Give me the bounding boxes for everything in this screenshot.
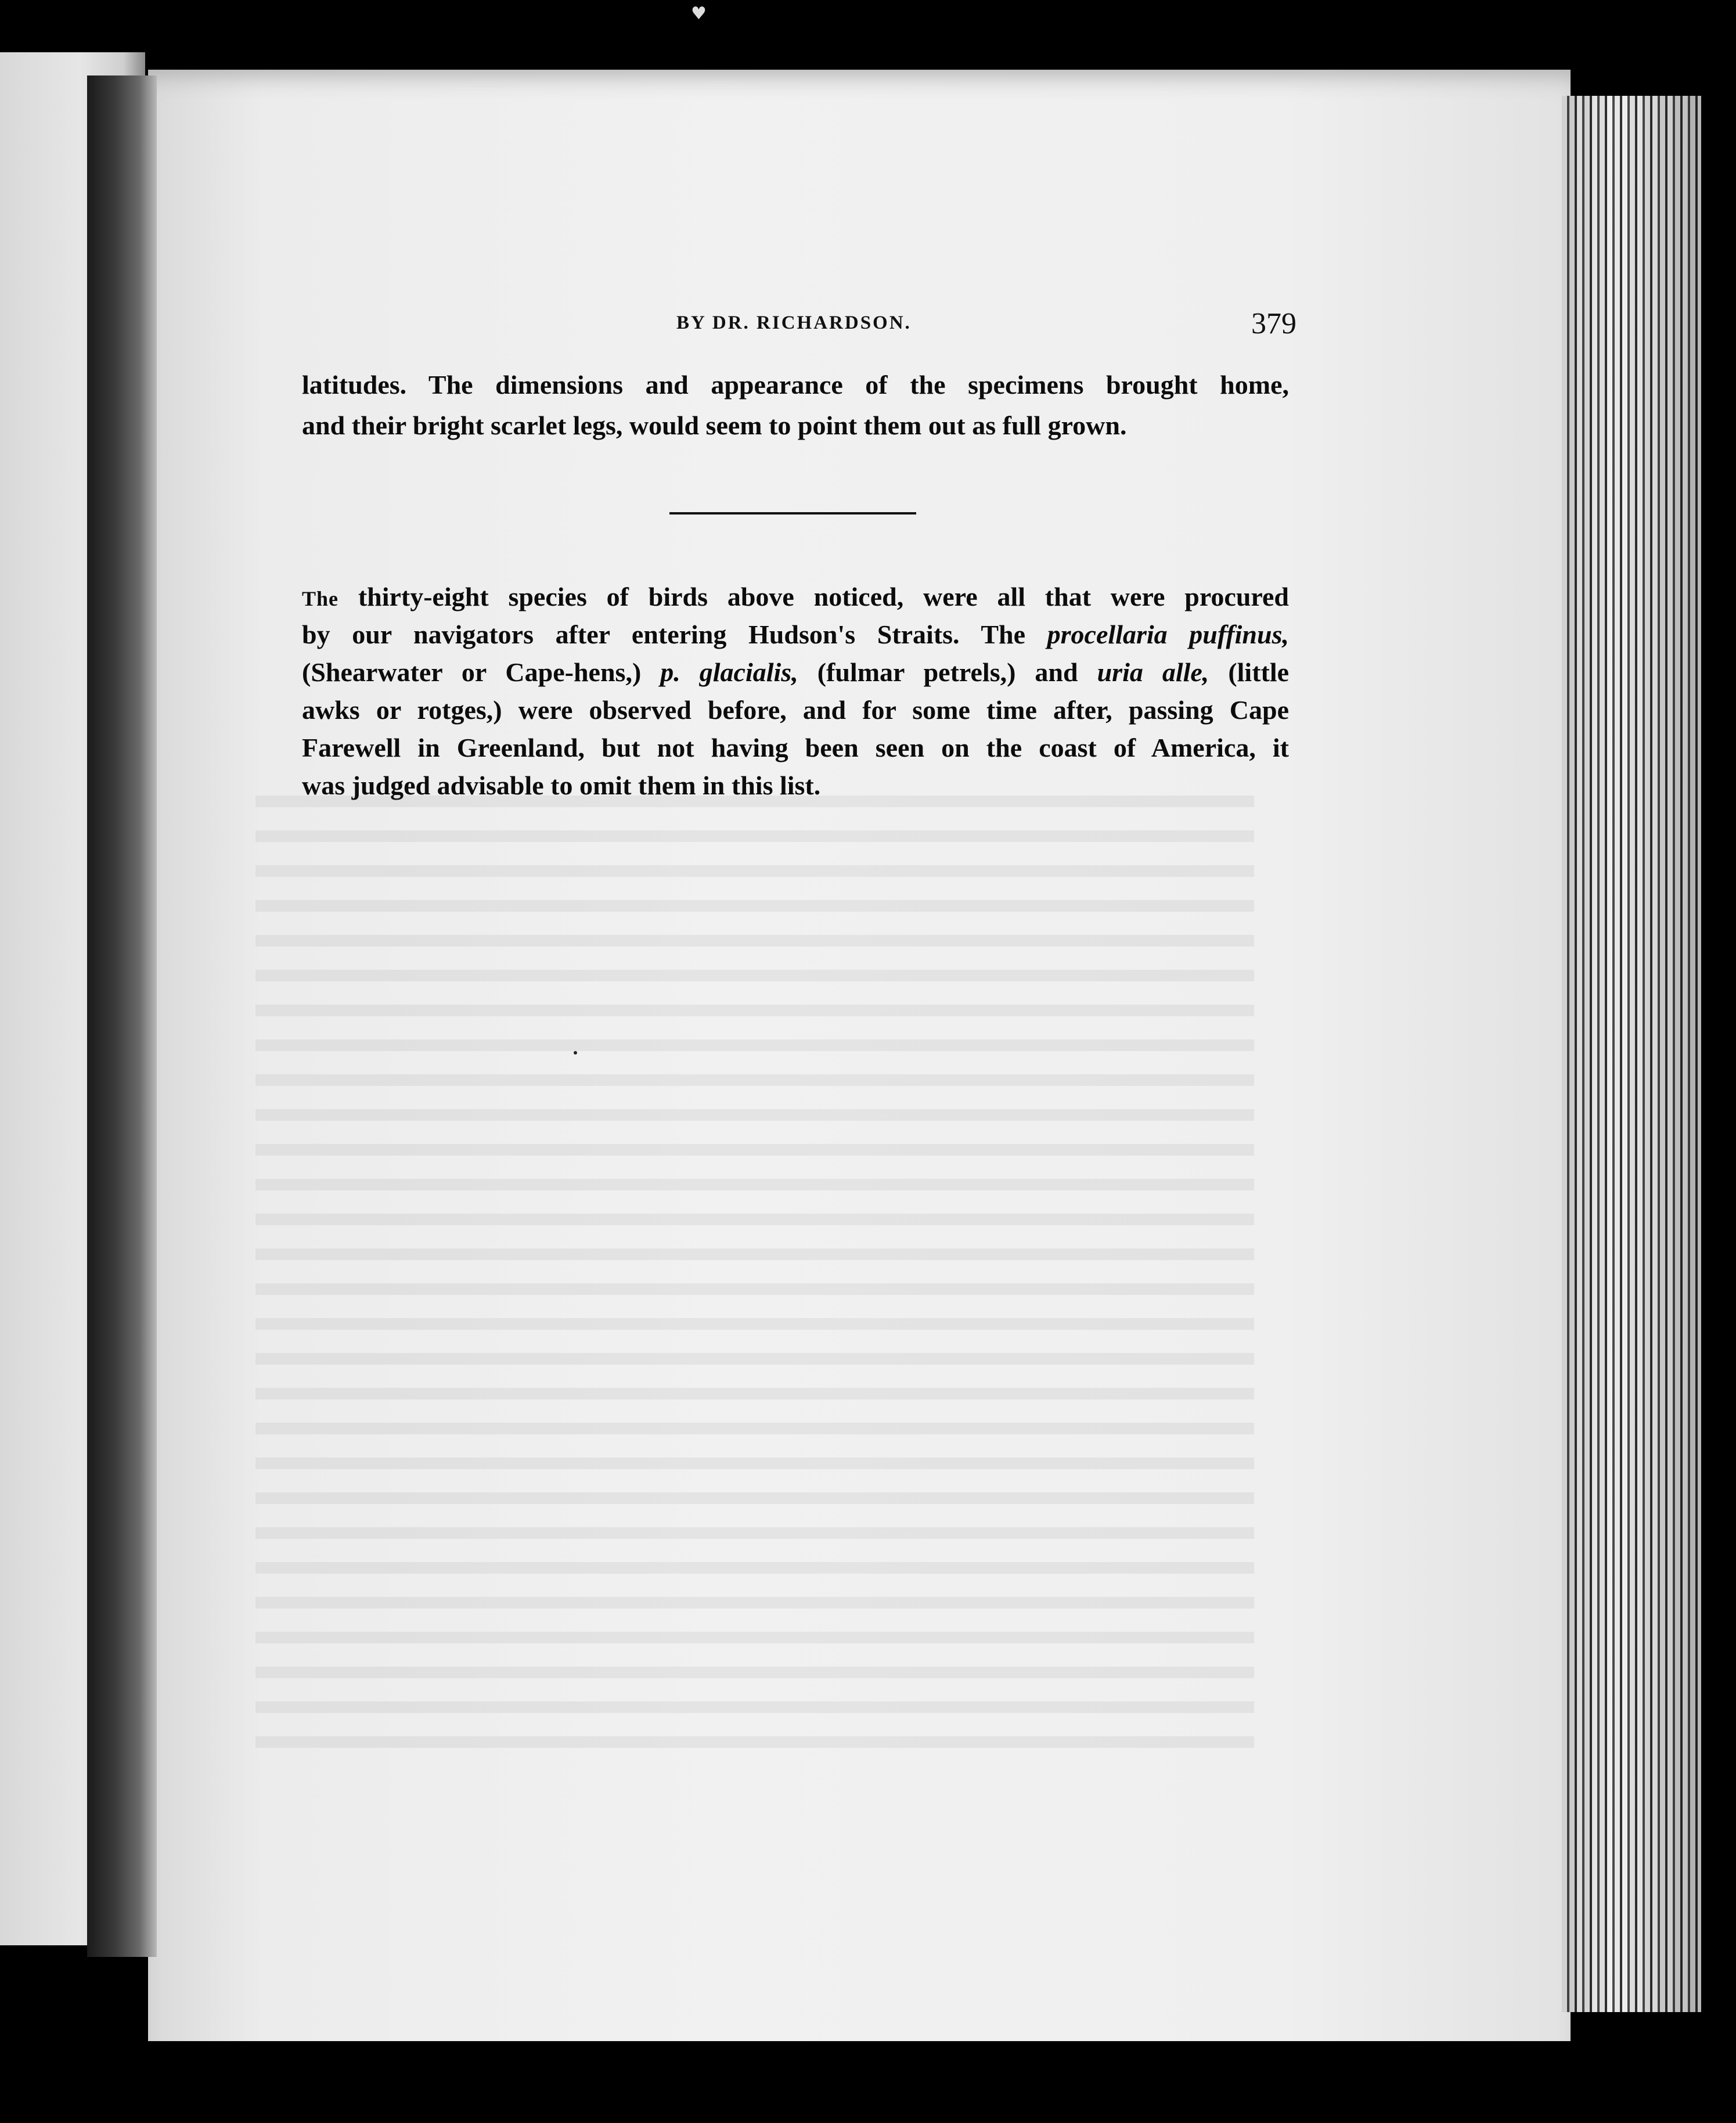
bleed-through — [255, 1667, 1254, 1678]
text-line: awks or rotges,) were observed before, and for some time after, passing Cape — [302, 695, 1289, 725]
bleed-through — [255, 1144, 1254, 1156]
bleed-through — [255, 1318, 1254, 1330]
bleed-through — [255, 900, 1254, 912]
text-line — [302, 659, 1289, 686]
italic-span: procellaria puffinus, — [1047, 620, 1289, 649]
bleed-through — [255, 1283, 1254, 1295]
stray-mark — [574, 1051, 577, 1055]
bleed-through — [255, 1701, 1254, 1713]
bleed-through — [255, 830, 1254, 842]
bleed-through — [255, 1736, 1254, 1748]
text-span: by our navigators after entering Hudson's Straits. The — [302, 620, 1026, 649]
bleed-through — [255, 1597, 1254, 1609]
bleed-through — [255, 1492, 1254, 1504]
text-line: Farewell in Greenland, but not having been seen on the coast of America, it — [302, 733, 1289, 762]
bleed-through — [255, 1005, 1254, 1016]
running-head: BY DR. RICHARDSON. — [676, 312, 912, 333]
bleed-through — [255, 1074, 1254, 1086]
text-line: was judged advisable to omit them in this list. — [302, 771, 821, 800]
bleed-through — [255, 1562, 1254, 1574]
text-line: and their bright scarlet legs, would seem to point them out as full grown. — [302, 411, 1127, 440]
bleed-through — [255, 1458, 1254, 1469]
text-span: thirty-eight species of birds above noticed, were all that were procured — [358, 582, 1289, 611]
bleed-through — [255, 1388, 1254, 1399]
italic-span: uria alle, — [1097, 657, 1209, 687]
bleed-through — [255, 1179, 1254, 1190]
bleed-through — [255, 1109, 1254, 1121]
bleed-through — [255, 865, 1254, 877]
smallcaps-word: The — [302, 587, 339, 610]
bleed-through — [255, 970, 1254, 981]
scanner-mark: ♥ — [691, 3, 707, 24]
bleed-through — [255, 1039, 1254, 1051]
bleed-through — [255, 935, 1254, 947]
bleed-through — [255, 1423, 1254, 1434]
bleed-through — [255, 1527, 1254, 1539]
text-line — [302, 621, 1289, 648]
bleed-through — [255, 1248, 1254, 1260]
text-span: (Shearwater or Cape-hens,) — [302, 657, 642, 687]
text-span: (little — [1228, 657, 1290, 687]
page-number: 379 — [1251, 307, 1296, 340]
text-span: (fulmar petrels,) and — [817, 657, 1078, 687]
gutter-shadow — [87, 75, 157, 1957]
page-edges-shade — [1562, 96, 1701, 2012]
bleed-through — [255, 1353, 1254, 1365]
bleed-through — [255, 1214, 1254, 1225]
text-line — [302, 584, 1289, 610]
italic-span: p. glacialis, — [660, 657, 798, 687]
bleed-through — [255, 1632, 1254, 1643]
text-line: latitudes. The dimensions and appearance of the specimens brought home, — [302, 370, 1289, 400]
section-rule — [669, 512, 916, 514]
